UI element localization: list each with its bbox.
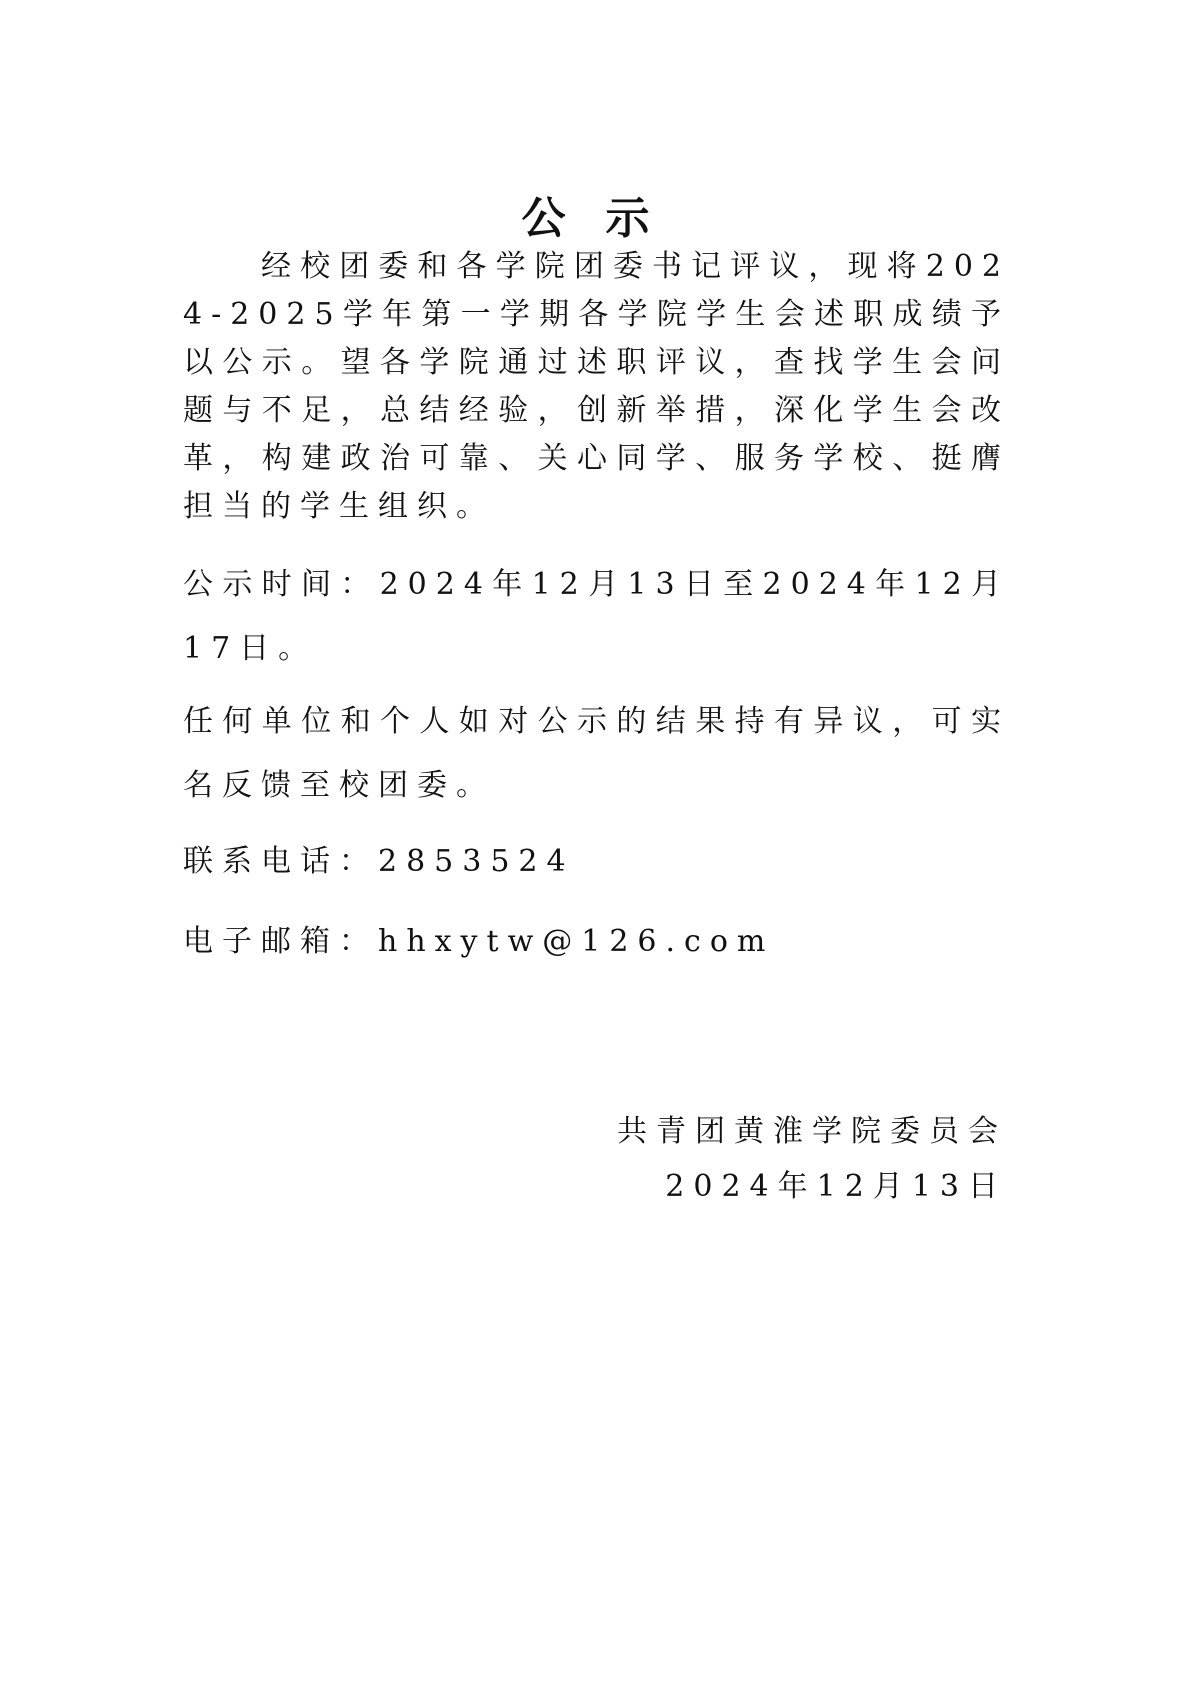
signature-organization: 共青团黄淮学院委员会 bbox=[617, 1114, 1007, 1149]
phone-label: 联系电话： bbox=[183, 844, 378, 879]
contact-phone-line bbox=[183, 838, 575, 886]
phone-number: 2853524 bbox=[378, 844, 575, 879]
signature-date: 2024年12月13日 bbox=[665, 1169, 1007, 1204]
intro-paragraph: 经校团委和各学院团委书记评议，现将2024-2025学年第一学期各学院学生会述职成绩予以公示。望各学院通过述职评议，查找学生会问题与不足，总结经验，创新举措，深化学生会改革，构建政治可靠、关心同学、服务学校、挺膺担当的学生组织。 bbox=[183, 249, 1010, 524]
notice-period: 公示时间：2024年12月13日至2024年12月17日。 bbox=[183, 567, 1010, 666]
page-title: 公示 bbox=[521, 193, 690, 245]
email-label: 电子邮箱： bbox=[183, 924, 378, 959]
email-address: hhxytw@126.com bbox=[378, 924, 775, 959]
contact-email-line bbox=[183, 918, 774, 966]
objection-note: 任何单位和个人如对公示的结果持有异议，可实名反馈至校团委。 bbox=[183, 704, 1010, 803]
